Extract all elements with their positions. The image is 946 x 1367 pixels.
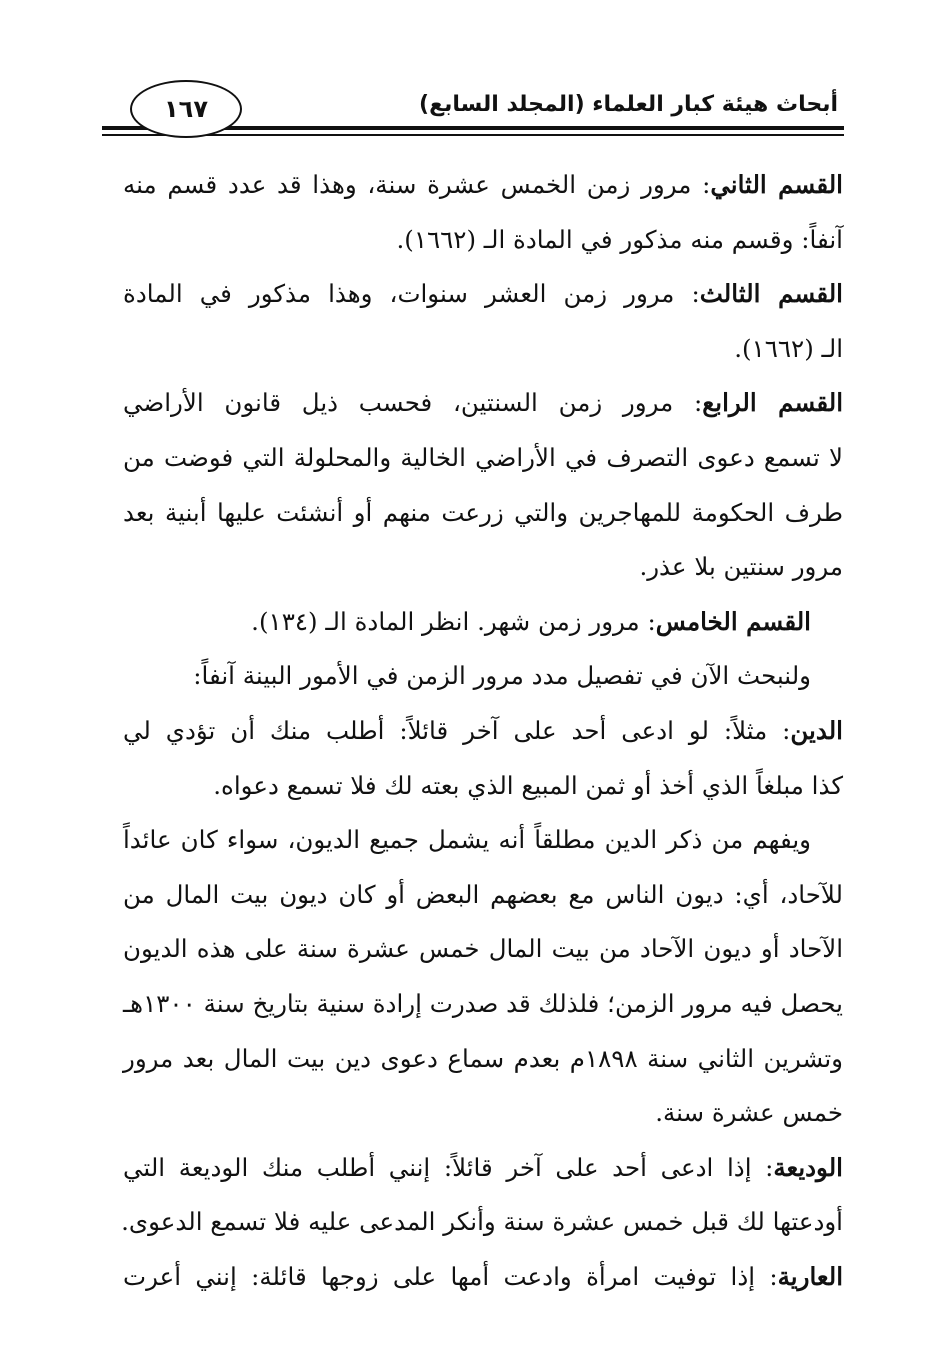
section-term: القسم الثاني — [710, 170, 843, 199]
line-text: خمس عشرة سنة. — [655, 1098, 843, 1128]
line-text: آنفاً: وقسم منه مذكور في المادة الـ (١٦٦٢). — [396, 224, 843, 254]
line-text: : مرور زمن الخمس عشرة سنة، وهذا قد عدد قسم منه — [123, 170, 711, 199]
text-line — [123, 922, 843, 977]
section-term: القسم الثالث — [699, 279, 843, 309]
line-text: يحصل فيه مرور الزمن؛ فلذلك قد صدرت إرادة سنية بتاريخ سنة ١٣٠٠هـ — [123, 988, 843, 1018]
line-text: أودعتها لك قبل خمس عشرة سنة وأنكر المدعى عليه فلا تسمع الدعوى. — [121, 1207, 843, 1237]
text-line — [123, 158, 843, 213]
line-text: وتشرين الثاني سنة ١٨٩٨م بعدم سماع دعوى دين بيت المال بعد مرور — [123, 1043, 843, 1073]
line-text: : مثلاً: لو ادعى أحد على آخر قائلاً: أطلب منك أن تؤدي لي — [123, 715, 791, 745]
text-line — [123, 704, 843, 759]
text-body — [123, 158, 843, 1304]
line-text: : إذا توفيت امرأة وادعت أمها على زوجها قائلة: إنني أعرت — [123, 1261, 778, 1291]
line-text: للآحاد، أي: ديون الناس مع بعضهم البعض أو كان ديون بيت المال من — [123, 879, 843, 909]
text-line — [123, 759, 843, 814]
text-line — [123, 486, 843, 541]
page-number: ١٦٧ — [164, 95, 208, 123]
line-text: لا تسمع دعوى التصرف في الأراضي الخالية والمحلولة التي فوضت من — [123, 442, 843, 472]
text-line — [123, 431, 843, 486]
section-term: الوديعة — [773, 1152, 843, 1182]
line-text: ويفهم من ذكر الدين مطلقاً أنه يشمل جميع الديون، سواء كان عائداً — [123, 825, 811, 855]
section-term: القسم الخامس — [655, 606, 811, 636]
text-line — [123, 813, 843, 868]
text-line — [123, 1032, 843, 1087]
text-line — [123, 1195, 843, 1250]
text-line — [123, 267, 843, 322]
section-term: العارية — [777, 1261, 843, 1291]
section-term: القسم الرابع — [702, 388, 843, 418]
text-line — [123, 595, 843, 650]
text-line — [123, 649, 843, 704]
text-line — [123, 213, 843, 268]
running-title: أبحاث هيئة كبار العلماء (المجلد السابع) — [419, 92, 838, 117]
text-line — [123, 322, 843, 377]
line-text: الآحاد أو ديون الآحاد من بيت المال خمس عشرة سنة على هذه الديون — [123, 934, 843, 964]
line-text: : مرور زمن العشر سنوات، وهذا مذكور في المادة — [123, 279, 700, 309]
text-line — [123, 1086, 843, 1141]
line-text: : مرور زمن السنتين، فحسب ذيل قانون الأراضي — [123, 388, 703, 418]
line-text: طرف الحكومة للمهاجرين والتي زرعت منهم أو أنشئت عليها أبنية بعد — [123, 497, 843, 527]
text-line — [123, 376, 843, 431]
text-line — [123, 977, 843, 1032]
line-text: كذا مبلغاً الذي أخذ أو ثمن المبيع الذي بعته لك فلا تسمع دعواه. — [213, 770, 843, 800]
text-line — [123, 540, 843, 595]
section-term: الدين — [790, 715, 843, 745]
page-number-oval — [130, 80, 242, 138]
line-text: ولنبحث الآن في تفصيل مدد مرور الزمن في الأمور البينة آنفاً: — [193, 661, 811, 691]
line-text: الـ (١٦٦٢). — [734, 333, 843, 363]
line-text: : مرور زمن شهر. انظر المادة الـ (١٣٤). — [251, 606, 656, 636]
text-line — [123, 1250, 843, 1305]
line-text: مرور سنتين بلا عذر. — [639, 552, 843, 582]
line-text: : إذا ادعى أحد على آخر قائلاً: إنني أطلب منك الوديعة التي — [123, 1152, 774, 1182]
text-line — [123, 868, 843, 923]
text-line — [123, 1141, 843, 1196]
